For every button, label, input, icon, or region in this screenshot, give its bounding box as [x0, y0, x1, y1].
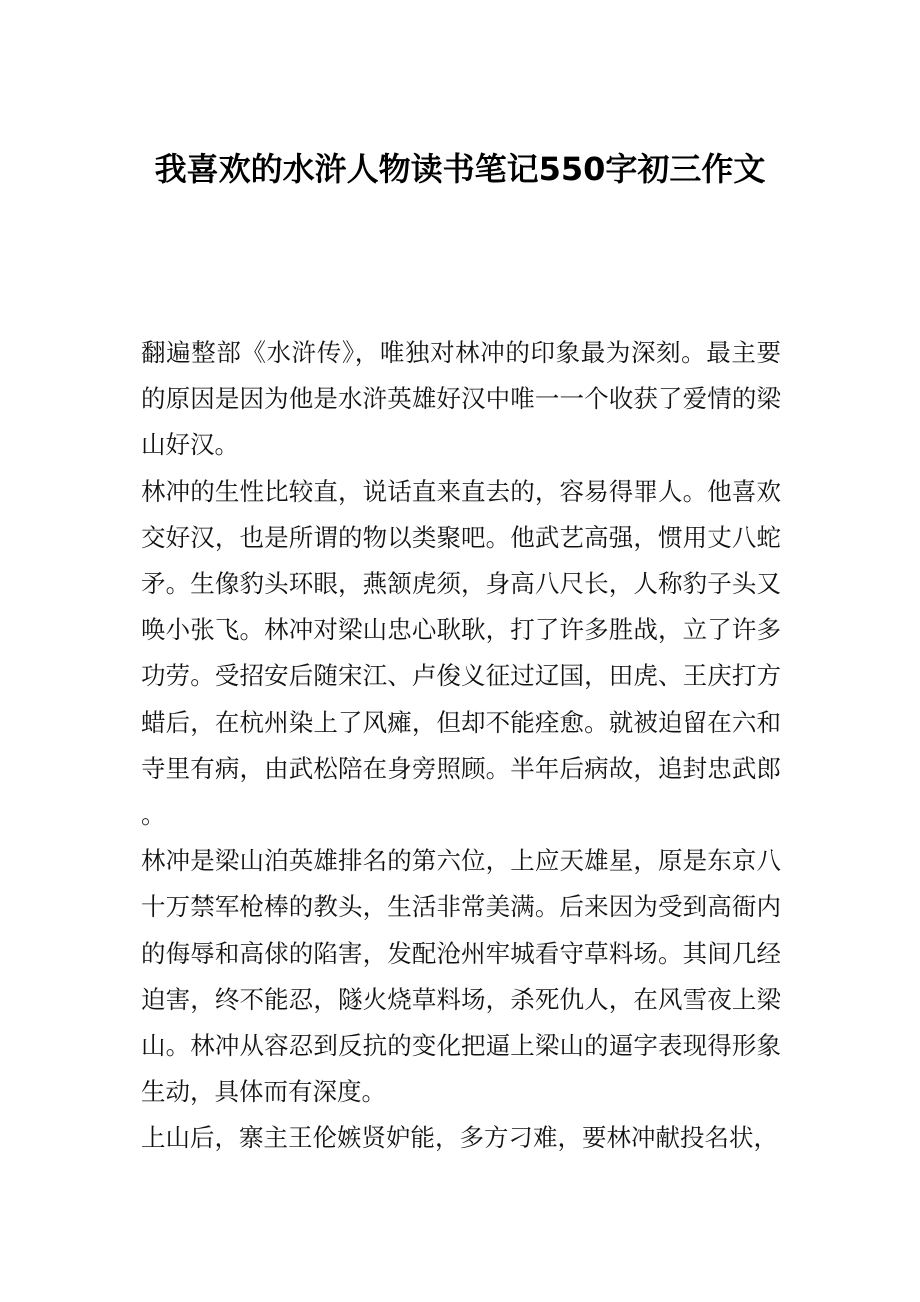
- paragraph: 翻遍整部《水浒传》，唯独对林冲的印象最为深刻。最主要的原因是因为他是水浒英雄好汉中唯一一个收获了爱情的梁山好汉。: [141, 338, 781, 460]
- paragraph: 林冲的生性比较直，说话直来直去的，容易得罪人。他喜欢交好汉，也是所谓的物以类聚吧。他武艺高强，惯用丈八蛇矛。生像豹头环眼，燕颔虎须，身高八尺长，人称豹子头又唤小张飞。林冲对梁山忠心耿耿，打了许多胜战，立了许多功劳。受招安后随宋江、卢俊义征过辽国，田虎、王庆打方蜡后，在杭州染上了风瘫，但却不能痊愈。就被迫留在六和寺里有病，由武松陪在身旁照顾。半年后病故，追封忠武郎。: [141, 476, 781, 830]
- document-title: 我喜欢的水浒人物读书笔记550字初三作文: [154, 150, 766, 188]
- document-body: [141, 330, 781, 1162]
- paragraph: 林冲是梁山泊英雄排名的第六位，上应天雄星，原是东京八十万禁军枪棒的教头，生活非常美满。后来因为受到高衙内的侮辱和高俅的陷害，发配沧州牢城看守草料场。其间几经迫害，终不能忍，隧火烧草料场，杀死仇人，在风雪夜上梁山。林冲从容忍到反抗的变化把逼上梁山的逼字表现得形象生动，具体而有深度。: [141, 846, 781, 1107]
- paragraph: 上山后，寨主王伦嫉贤妒能，多方刁难，要林冲献投名状，: [141, 1123, 778, 1153]
